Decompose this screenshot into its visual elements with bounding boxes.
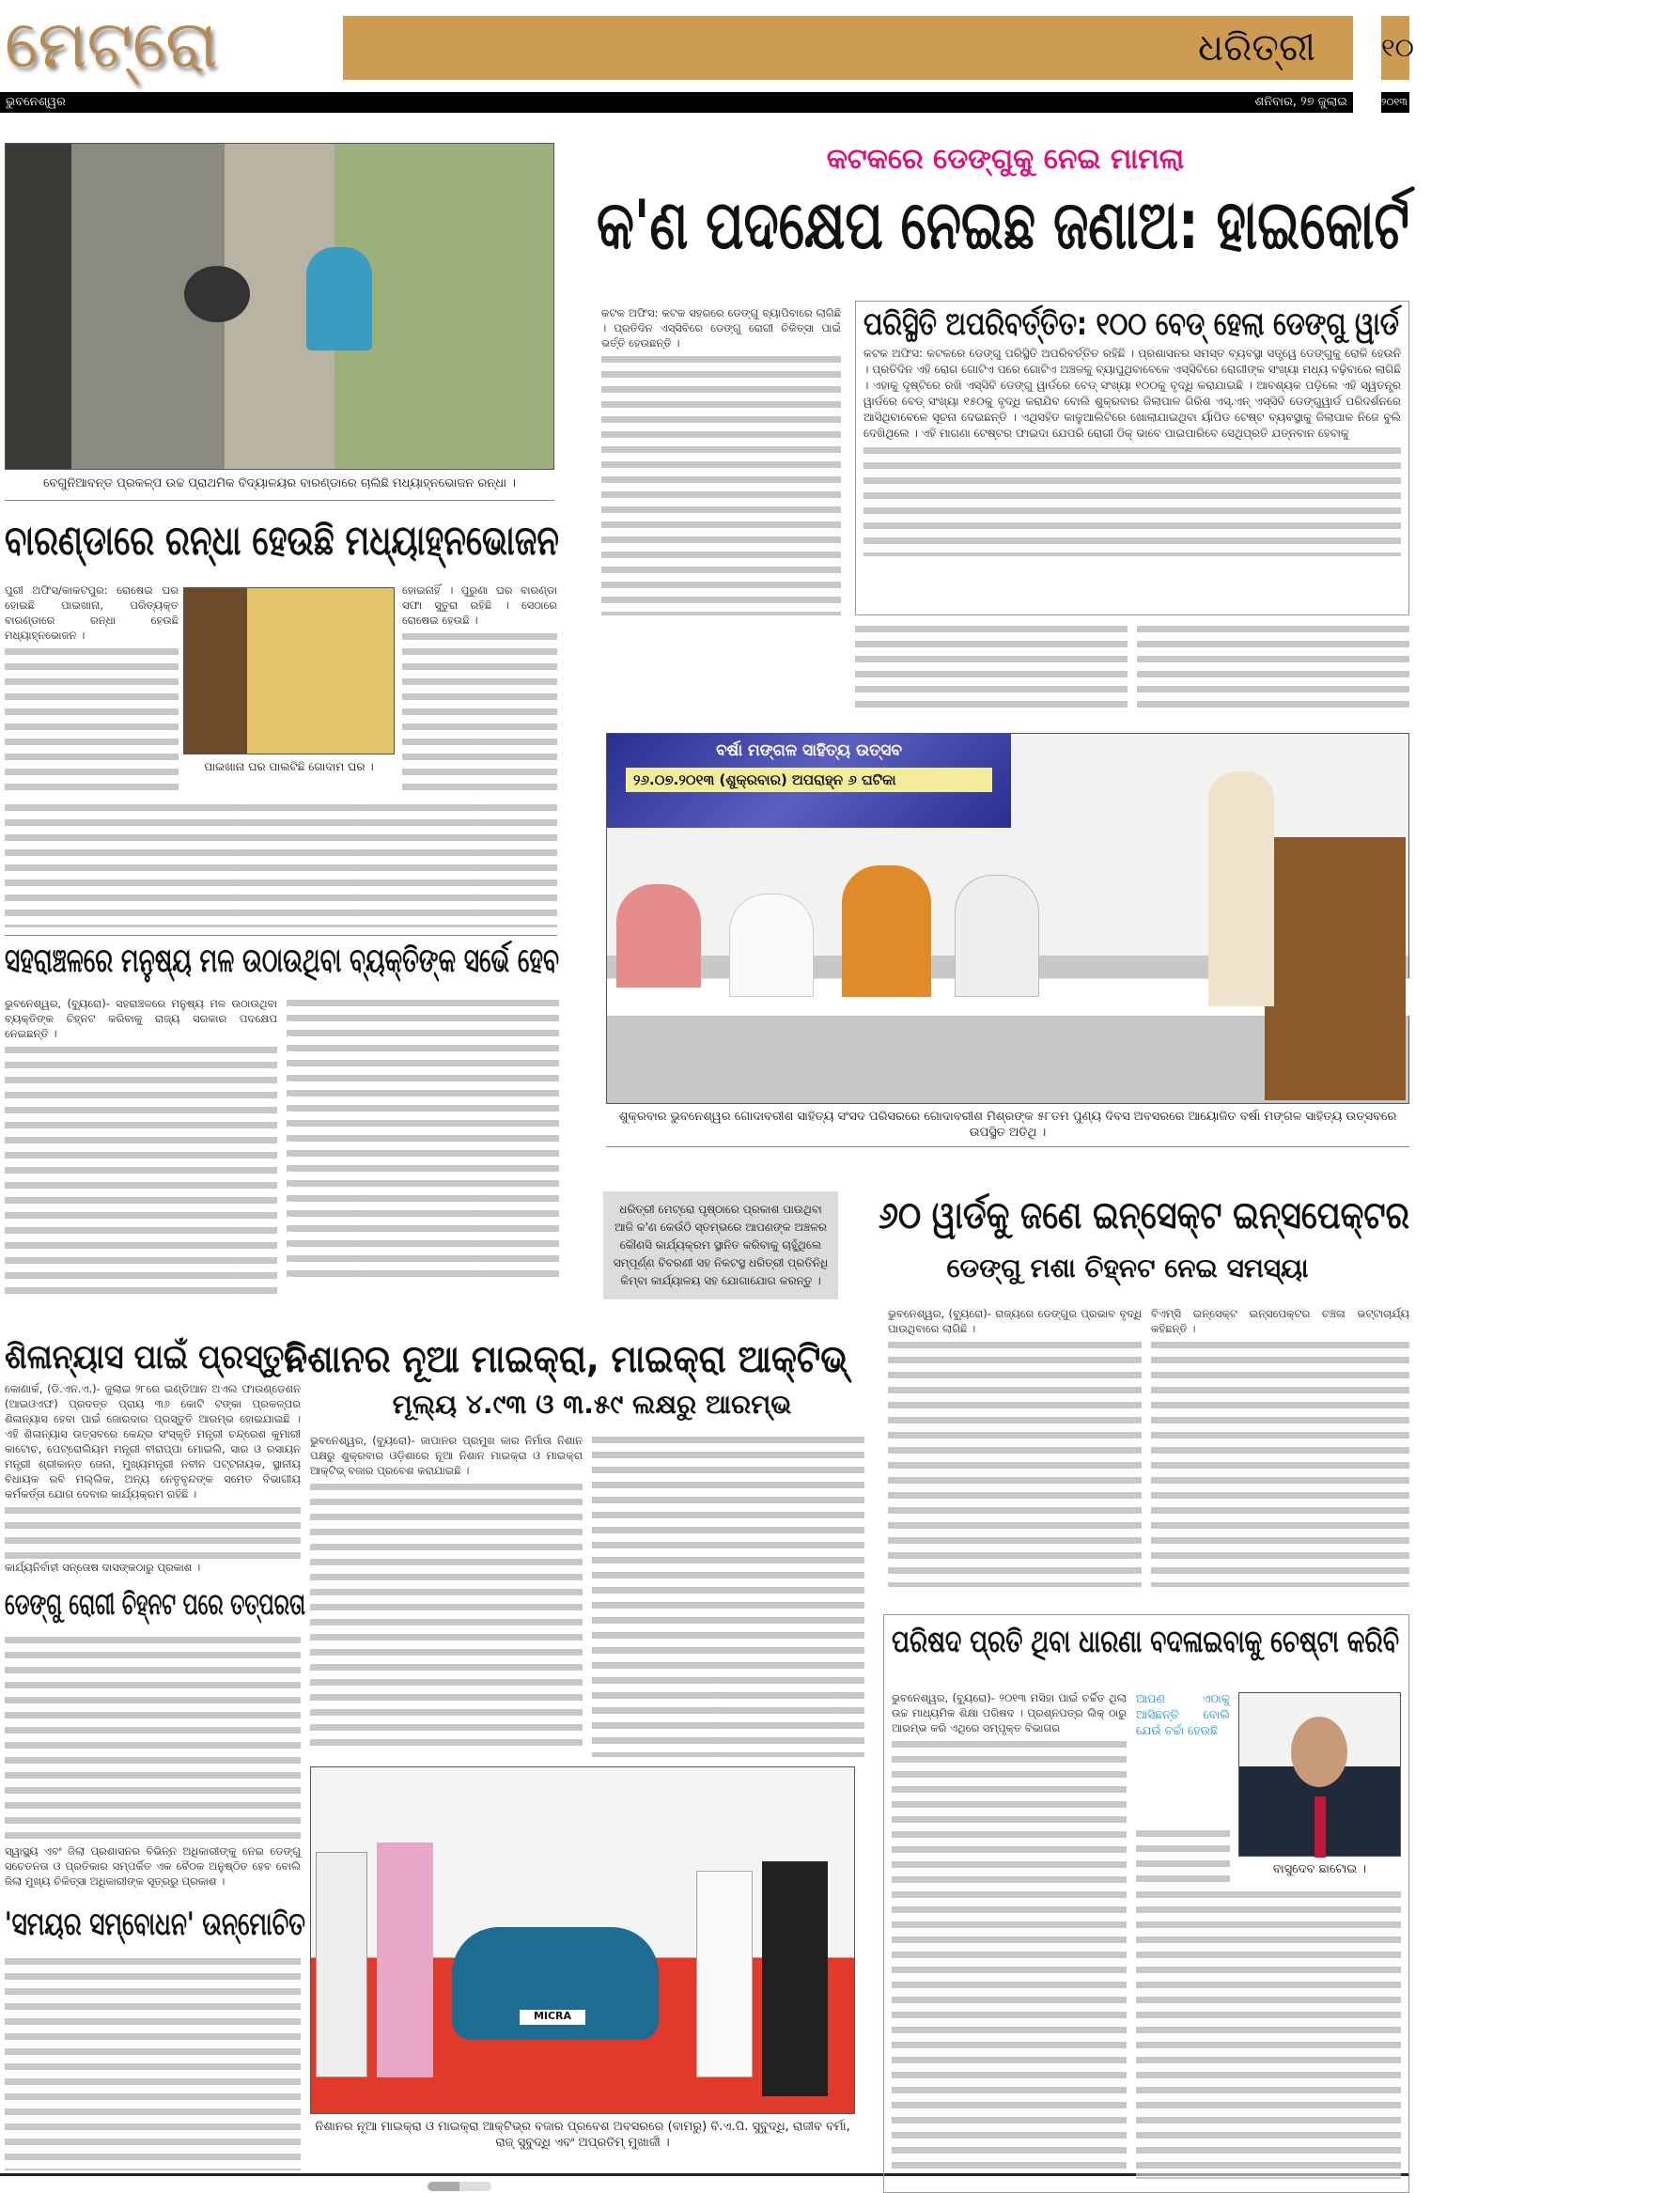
headline-samaya: 'ସମୟର ସମ୍ବୋଧନ' ଉନ୍ମୋଚିତ <box>5 1905 305 1943</box>
car-plate: MICRA <box>520 2010 585 2025</box>
article-body: କୋଣାର୍କ, (ଡି.ଏନ.ଏ.)- ଜୁଲାଇ ୨୮ରେ ଇଣ୍ଡିଆନ ଅଏଲ ଫାଉଣ୍ଡେଶନ (ଆଇଓଏଫ) ପ୍ରଦତ୍ତ ପ୍ରାୟ ୩୬ କୋଟି ଟଙ୍କା ପ୍ରକଳ୍ପର ଶିଳାନ୍ୟାସ ହେବା ପାଇଁ ଜୋରଦାର ପ୍ରସ୍ତୁତି ଆରମ୍ଭ ହୋଇଯାଇଛି । ଏହି ଶିଳାନ୍ୟାସ ଉତ୍ସବରେ କେନ୍ଦ୍ର ସଂସ୍କୃତି ମନ୍ତ୍ରୀ ଚନ୍ଦ୍ରେଶ କୁମାରୀ କାଟୋଚ, ପେଟ୍ରୋଲିୟମ ମନ୍ତ୍ରୀ ବୀରାପ୍ପା ମୋଇଲି, ସାର ଓ ରସାୟନ ମନ୍ତ୍ରୀ ଶ୍ରୀକାନ୍ତ ଜେନା, ମୁଖ୍ୟମନ୍ତ୍ରୀ ନବୀନ ପଟ୍ଟନାୟକ, ସ୍ଥାନୀୟ ବିଧାୟକ ରବି ମଲ୍ଲିକ, ଅନ୍ୟ ନେତୃବୃନ୍ଦଙ୍କ ସମେତ ବିଭାଗୀୟ କର୍ମକର୍ତ୍ତା ଯୋଗ ଦେବାର କାର୍ଯ୍ୟକ୍ରମ ରହିଛି । <box>5 1381 301 1555</box>
photo-caption: ଶୁକ୍ରବାର ଭୁବନେଶ୍ୱର ଗୋଦାବରୀଶ ସାହିତ୍ୟ ସଂସଦ ପରିସରରେ ଗୋଦାବରୀଶ ମିଶ୍ରଙ୍କ ୫୮ତମ ପୁଣ୍ୟ ଦିବସ ଅବସରରେ ଆୟୋଜିତ ବର୍ଷା ମଙ୍ଗଳ ସାହିତ୍ୟ ଉତ୍ସବରେ ଉପସ୍ଥିତ ଅତିଥି । <box>618 1110 1397 1140</box>
page-number: ୧୦ <box>1381 16 1409 80</box>
literary-festival-photo <box>606 733 1409 1104</box>
article-body: କଟକ ଅଫିସ: କଟକ ସହରରେ ଡେଙ୍ଗୁ ବ୍ୟାପିବାରେ ଲାଗିଛି । ପ୍ରତିଦିନ ଏସ୍‌ସିବିରେ ଡେଙ୍ଗୁ ରୋଗୀ ଚିକିତ୍ସା ପାଇଁ ଭର୍ତ୍ତି ହେଉଛନ୍ତି । <box>601 305 841 611</box>
banner-date: ୨୬.୦୭.୨୦୧୩ (ଶୁକ୍ରବାର) ଅପରାହ୍ନ ୬ ଘଟିକା <box>626 768 992 792</box>
headline-council: ପରିଷଦ ପ୍ରତି ଥିବା ଧାରଣା ବଦଳାଇବାକୁ ଚେଷ୍ଟା କରିବି <box>892 1623 1399 1659</box>
headline-dengue-alert: ଡେଙ୍ଗୁ ରୋଗୀ ଚିହ୍ନଟ ପରେ ତତ୍ପରତା <box>5 1586 305 1622</box>
article-body: ଭୁବନେଶ୍ୱର, (ବ୍ୟୁରୋ)- ୨୦୧୩ ମସିହା ପାଇଁ ଚର୍ଚ୍ଚିତ ଥିଲା ଉଚ୍ଚ ମାଧ୍ୟମିକ ଶିକ୍ଷା ପରିଷଦ । ପ୍ରଶ୍ନପତ୍ର ଲିକ୍ ଠାରୁ ଆରମ୍ଭ କରି ଏଥିରେ ସମ୍ପୃକ୍ତ ବିଭାଗର <box>892 1690 1127 2179</box>
council-interview-box <box>883 1614 1409 2193</box>
photo-caption: ପାଇଖାନା ଘର ପାଲଟିଛି ଗୋଦାମ ଘର । <box>204 760 374 773</box>
kicker: କଟକରେ ଡେଙ୍ଗୁକୁ ନେଇ ମାମଲା <box>826 143 1185 176</box>
dateline-bar <box>0 92 1353 113</box>
photo-caption: ନିଶାନର ନୂଆ ମାଇକ୍ରା ଓ ମାଇକ୍ରା ଆକ୍ଟିଭ୍‌ର ବଜାର ପ୍ରବେଶ ଅବସରରେ (ବାମରୁ) ବି.ଏ.ପି. ସୁବୁଦ୍ଧି, ରାଜୀବ ବର୍ମା, ରାଜ୍ ସୁବୁଦ୍ଧି ଏବଂ ଅପ୍ରତିମ୍ ମୁଖାର୍ଜୀ । <box>315 2120 850 2150</box>
article-body: କଟକ ଅଫିସ: କଟକରେ ଡେଙ୍ଗୁ ପରିସ୍ଥିତି ଅପରିବର୍ତ୍ତିତ ରହିଛି । ପ୍ରଶାସନର ସମସ୍ତ ବ୍ୟବସ୍ଥା ସତ୍ତ୍ୱେ ଡେଙ୍ଗୁକୁ ରୋକି ହେଉନି । ପ୍ରତିଦିନ ଏହି ରୋଗ ଗୋଟିଏ ପରେ ଗୋଟିଏ ଅଞ୍ଚଳକୁ ବ୍ୟାପୁଥିବାବେଳେ ଏସ୍‌ସିବିରେ ରୋଗୀଙ୍କ ସଂଖ୍ୟା ମଧ୍ୟ ବଢ଼ିବାରେ ଲାଗିଛି । ଏହାକୁ ଦୃଷ୍ଟିରେ ରଖି ଏସ୍‌ସିବି ଡେଙ୍ଗୁ ୱାର୍ଡରେ ବେଡ୍ ସଂଖ୍ୟା ୧୦୦କୁ ବୃଦ୍ଧି କରାଯାଇଛି । ଆବଶ୍ୟକ ପଡ଼ିଲେ ଏହି ସ୍ୱତନ୍ତ୍ର ୱାର୍ଡରେ ବେଡ୍ ସଂଖ୍ୟା ୧୫୦କୁ ବୃଦ୍ଧି କରାଯିବ ବୋଲି ଶୁକ୍ରବାର ଜିଲାପାଳ ଗିରିଶ ଏସ୍.ଏନ୍ ଏସ୍‌ସିବି ଡେଙ୍ଗୁୱାର୍ଡ ପରିଦର୍ଶନରେ ଆସିଥିବାବେଳେ ସୂଚନା ଦେଇଛନ୍ତି । ଏଥିସହିତ କାଳୁଆଲିଟିରେ ଖୋଲାଯାଇଥିବା ର୍ୟାପିଡ ଟେଷ୍ଟ ବ୍ୟବସ୍ଥାକୁ ଜିଲାପାଳ ନିଜେ ବୁଲି ଦେଖିଥିଲେ । ଏହି ମାଗଣା ଟେଷ୍ଟର ଫାଇଦା ଯେପରି ରୋଗୀ ଠିକ୍ ଭାବେ ପାଇପାରିବେ ସେଥିପ୍ରତି ଯତ୍ନବାନ ହେବାକୁ <box>856 346 1408 599</box>
newspaper-logo: ମେଟ୍ରୋ <box>5 6 218 83</box>
headline-lead: କ'ଣ ପଦକ୍ଷେପ ନେଇଛ ଜଣାଅ: ହାଇକୋର୍ଟ <box>597 185 1409 264</box>
date-label: ଶନିବାର, ୨୭ ଜୁଲାଇ <box>1254 95 1347 109</box>
article-end: କାର୍ଯ୍ୟନିର୍ବାହୀ ସନ୍ତୋଷ ଦାସଙ୍କଠାରୁ ପ୍ରକାଶ । <box>5 1561 201 1574</box>
headline-survey: ସହରାଞ୍ଚଳରେ ମନୁଷ୍ୟ ମଳ ଉଠାଉଥିବା ବ୍ୟକ୍ତିଙ୍କ ସର୍ଭେ ହେବ <box>5 941 559 980</box>
article-body: ସ୍ୱାସ୍ଥ୍ୟ ଏବଂ ଜିଲା ପ୍ରଶାସନର ବିଭିନ୍ନ ଅଧିକାରୀଙ୍କୁ ନେଇ ଡେଙ୍ଗୁ ସଚେତନତା ଓ ପ୍ରତିକାର ସମ୍ପର୍କିତ ଏକ ବୈଠକ ଅନୁଷ୍ଠିତ ହେବ ବୋଲି ଜିଲା ମୁଖ୍ୟ ଚିକିତ୍ସା ଅଧିକାରୀଙ୍କ ସୂତ୍ରରୁ ପ୍ରକାଶ । <box>5 1844 301 1888</box>
headline-ward: ପରିସ୍ଥିତି ଅପରିବର୍ତ୍ତିତ: ୧୦୦ ବେଡ୍ ହେଲା ଡେଙ୍ଗୁ ୱାର୍ଡ <box>863 305 1399 343</box>
headline-inspector: ୬୦ ୱାର୍ଡକୁ ଜଣେ ଇନ୍‌ସେକ୍ଟ ଇନ୍ସପେକ୍ଟର <box>879 1194 1409 1237</box>
notice-box: ଧରିତ୍ରୀ ମେଟ୍ରୋ ପୃଷ୍ଠାରେ ପ୍ରକାଶ ପାଉଥିବା ଆଜି କ'ଣ କେଉଁଠି ସ୍ତମ୍ଭରେ ଆପଣଙ୍କ ଅଞ୍ଚଳର କୌଣସି କାର୍ଯ୍ୟକ୍ରମ ସ୍ଥାନିତ କରିବାକୁ ଚାହୁଁଥିଲେ ସମ୍ପୂର୍ଣ୍ଣ ବିବରଣୀ ସହ ନିକଟସ୍ଥ ଧରିତ୍ରୀ ପ୍ରତିନିଧି କିମ୍ବା କାର୍ଯ୍ୟାଳୟ ସହ ଯୋଗାଯୋଗ କରନ୍ତୁ । <box>603 1191 838 1299</box>
article-body: ଭୁବନେଶ୍ୱର, (ବ୍ୟୁରୋ)- ରାଜ୍ୟରେ ଡେଙ୍ଗୁର ପ୍ରଭାବ ବୃଦ୍ଧି ପାଉଥିବାରେ ଲାଗିଛି । <box>888 1306 1142 1588</box>
interview-question: ଆପଣ ଏଠାକୁ ଆସିଛନ୍ତି ବୋଲି ଯେଉଁ ଚର୍ଚ୍ଚା ହେଉଛି <box>1136 1691 1230 1737</box>
nissan-launch-photo <box>310 1766 855 2114</box>
midday-meal-photo <box>5 143 554 470</box>
photo-caption: ବାସୁଦେବ ଛାଟୋଇ । <box>1272 1862 1367 1876</box>
subhead-inspector: ଡେଙ୍ଗୁ ମଶା ଚିହ୍ନଟ ନେଇ ସମସ୍ୟା <box>946 1252 1309 1283</box>
article-body: ହୋଇନାହିଁ । ପୁରୁଣା ଘର ବାରଣ୍ଡା ସଫା ସୁତୁରା ରହିଛି । ସେଠାରେ ରୋଷେଇ ହେଉଛି । <box>402 583 557 799</box>
subhead-nissan: ମୂଲ୍ୟ ୪.୯୩ ଓ ୩.୫୯ ଲକ୍ଷରୁ ଆରମ୍ଭ <box>392 1389 792 1420</box>
year-label: ୨୦୧୩ <box>1381 92 1409 113</box>
article-body: ବିଏମ୍‌ସି ଇନ୍‌ସେକ୍ଟ ଇନ୍ସପେକ୍ଟର ଚଞ୍ଚଳା ଭଟ୍ଟାଚାର୍ଯ୍ୟ କହିଛନ୍ତି । <box>1151 1306 1409 1588</box>
toilet-storeroom-photo <box>183 587 395 754</box>
dengue-ward-box <box>855 301 1409 615</box>
banner-title: ବର୍ଷା ମଙ୍ଗଳ ସାହିତ୍ୟ ଉତ୍ସବ <box>716 741 902 760</box>
article-body: ଭୁବନେଶ୍ୱର, (ବ୍ୟୁରୋ)- ଜାପାନର ପ୍ରମୁଖ କାର ନିର୍ମାତା ନିଶାନ ପକ୍ଷରୁ ଶୁକ୍ରବାର ଓଡ଼ିଶାରେ ନୂଆ ନିଶାନ ମାଇକ୍ରା ଓ ମାଇକ୍ରା ଆକ୍ଟିଭ୍ ବଜାର ପ୍ରବେଶ କରାଯାଇଛି । <box>310 1433 583 1757</box>
photo-caption: ବେଗୁନିଆବନ୍ତ ପ୍ରକଳ୍ପ ଉଚ୍ଚ ପ୍ରାଥମିକ ବିଦ୍ୟାଳୟର ବାରଣ୍ଡାରେ ଚାଲିଛି ମଧ୍ୟାହ୍ନଭୋଜନ ରନ୍ଧା । <box>42 476 517 490</box>
article-body: ଭୁବନେଶ୍ୱର, (ବ୍ୟୁରୋ)- ସହରାଞ୍ଚଳରେ ମନୁଷ୍ୟ ମଳ ଉଠାଉଥିବା ବ୍ୟକ୍ତିଙ୍କ ଚିହ୍ନଟ କରିବାକୁ ରାଜ୍ୟ ସରକାର ପଦକ୍ଷେପ ନେଇଛନ୍ତି । <box>5 996 277 1287</box>
horizontal-scrollbar[interactable] <box>428 2182 491 2191</box>
article-body: ପୁରୀ ଅଫିସ/କାକଟପୁର: ରୋଷେଇ ଘର ହୋଇଛି ପାଇଖାନା, ପରିତ୍ୟକ୍ତ ବାରଣ୍ଡାରେ ରନ୍ଧା ହେଉଛି ମଧ୍ୟାହ୍ନଭୋଜନ । <box>5 583 179 799</box>
city-label: ଭୁବନେଶ୍ୱର <box>6 95 66 109</box>
portrait-photo <box>1238 1692 1401 1857</box>
headline-nissan: ନିଶାନର ନୂଆ ମାଇକ୍ରା, ମାଇକ୍ରା ଆକ୍ଟିଭ୍ <box>283 1338 848 1381</box>
section-banner: ଧରିତ୍ରୀ <box>343 16 1353 80</box>
headline-foundation: ଶିଳାନ୍ୟାସ ପାଇଁ ପ୍ରସ୍ତୁତି <box>5 1338 305 1376</box>
headline-midday: ବାରଣ୍ଡାରେ ରନ୍ଧା ହେଉଛି ମଧ୍ୟାହ୍ନଭୋଜନ <box>5 517 559 565</box>
